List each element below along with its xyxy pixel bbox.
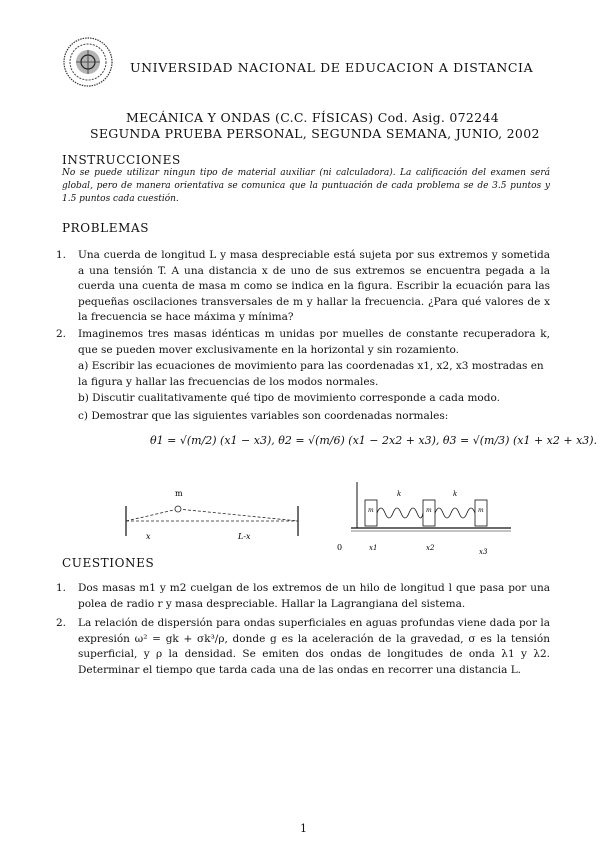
instructions-heading: INSTRUCCIONES — [62, 153, 181, 167]
question-2 — [56, 616, 550, 678]
problem-2-text: Imaginemos tres masas idénticas m unidas por muelles de constante recuperadora k, que se pueden mover exclusivamente en la horizontal y sin rozamiento. — [78, 328, 550, 356]
question-2-number: 2. — [56, 617, 67, 629]
label-x: x — [146, 532, 151, 541]
label-m2: m — [426, 507, 432, 514]
label-k2: k — [453, 490, 458, 498]
question-1-number: 1. — [56, 582, 67, 594]
spring-1 — [377, 508, 423, 518]
label-origin: 0 — [337, 543, 343, 552]
problem-2b: b) Discutir cualitativamente qué tipo de movimiento corresponde a cada modo. — [78, 392, 500, 404]
questions-heading: CUESTIONES — [62, 556, 155, 570]
question-1-text: Dos masas m1 y m2 cuelgan de los extremos de un hilo de longitud l que pasa por una polea de radio r y masa despreciable. Hallar la Lagrangiana del sistema. — [78, 582, 550, 610]
label-x1: x1 — [369, 544, 378, 552]
exam-session: SEGUNDA PRUEBA PERSONAL, SEGUNDA SEMANA, JUNIO, 2002 — [90, 126, 540, 141]
figure-string-with-bead — [120, 488, 310, 548]
problems-heading: PROBLEMAS — [62, 221, 150, 235]
problem-2a: a) Escribir las ecuaciones de movimiento para las coordenadas x1, x2, x3 mostradas en la figura y hallar las frecuencias de los modos normales. — [78, 360, 544, 388]
problem-1 — [56, 248, 550, 326]
problem-1-number: 1. — [56, 249, 67, 261]
question-2-text: La relación de dispersión para ondas superficiales en aguas profundas viene dada por la expresión ω² = gk + σk³/ρ, donde g es la aceleración de la gravedad, σ es la tensión superficial, y ρ la densidad. Se emiten dos ondas de longitudes de onda λ1 y λ2. Determinar el tiempo que tarda cada una de las ondas en recorrer una distancia L. — [78, 617, 550, 676]
page-number: 1 — [300, 822, 307, 835]
course-title: MECÁNICA Y ONDAS (C.C. FÍSICAS) Cod. Asig. 072244 — [126, 110, 499, 125]
problem-1-text: Una cuerda de longitud L y masa despreciable está sujeta por sus extremos y sometida a una tensión T. A una distancia x de uno de sus extremos se encuentra pegada a la cuerda una cuenta de masa m como se indica en la figura. Escribir la ecuación para las pequeñas oscilaciones transversales de m y hallar la frecuencia. ¿Para qué valores de x la frecuencia se hace máxima y mínima? — [78, 249, 550, 323]
normal-coordinates-equation: θ1 = √(m/2) (x1 − x3), θ2 = √(m/6) (x1 − 2x2 + x3), θ3 = √(m/3) (x1 + x2 + x3). — [150, 434, 598, 447]
spring-2 — [435, 508, 475, 518]
problem-2c: c) Demostrar que las siguientes variables son coordenadas normales: — [78, 410, 449, 422]
label-L-x: L-x — [238, 532, 251, 541]
instructions-text: No se puede utilizar ningun tipo de material auxiliar (ni calculadora). La calificación del examen será global, pero de manera orientativa se comunica que la puntuación de cada problema se de 3.5 puntos y 1.5 puntos cada cuestión. — [62, 168, 550, 204]
label-x3: x3 — [479, 548, 488, 556]
university-seal-logo — [62, 36, 114, 88]
string-left-segment — [126, 509, 178, 521]
label-m3: m — [478, 507, 484, 514]
label-m: m — [175, 489, 183, 498]
university-name: UNIVERSIDAD NACIONAL DE EDUCACION A DISTANCIA — [130, 60, 534, 75]
string-right-segment — [178, 509, 298, 521]
problem-2-number: 2. — [56, 328, 67, 340]
figure-three-masses — [335, 478, 515, 560]
label-x2: x2 — [426, 544, 435, 552]
label-k1: k — [397, 490, 402, 498]
problem-2 — [56, 327, 550, 358]
label-m1: m — [368, 507, 374, 514]
bead — [175, 506, 181, 512]
question-1 — [56, 581, 550, 612]
